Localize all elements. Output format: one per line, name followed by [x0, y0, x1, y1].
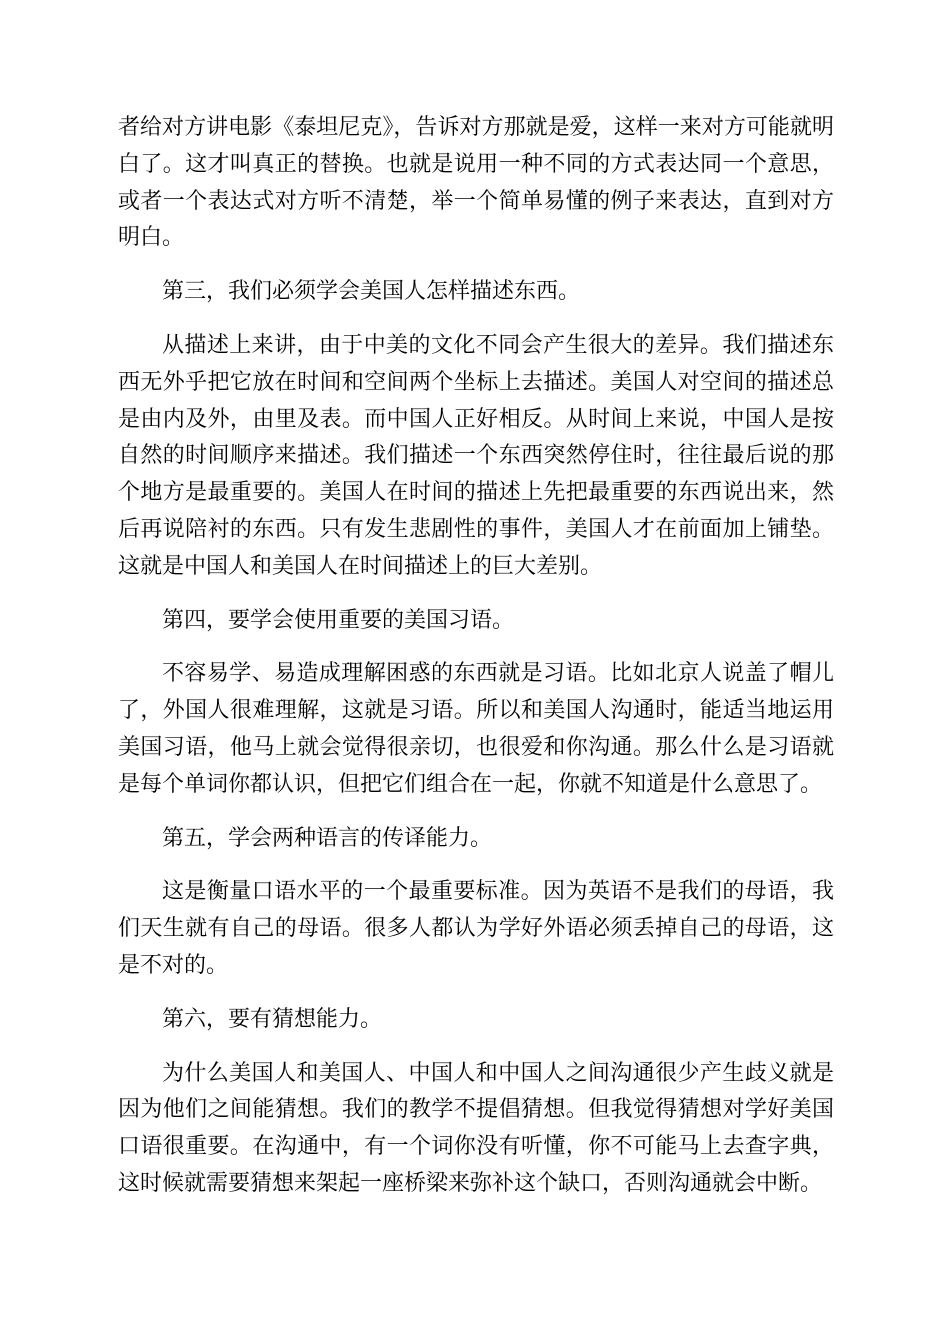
- section-heading-sixth: 第六，要有猜想能力。: [162, 1006, 383, 1032]
- paragraph-idioms: 不容易学、易造成理解困惑的东西就是习语。比如北京人说盖了帽儿了，外国人很难理解，这就是习语。所以和美国人沟通时，能适当地运用美国习语，他马上就会觉得很亲切，也很爱和你沟通。那么什么是习语就是每个单词你都认识，但把它们组合在一起，你就不知道是什么意思了。: [118, 661, 834, 797]
- document-page: [118, 110, 834, 1220]
- section-heading-third: 第三，我们必须学会美国人怎样描述东西。: [162, 279, 581, 305]
- paragraph-description: 从描述上来讲，由于中美的文化不同会产生很大的差异。我们描述东西无外乎把它放在时间和空间两个坐标上去描述。美国人对空间的描述总是由内及外，由里及表。而中国人正好相反。从时间上来说，中国人是按自然的时间顺序来描述。我们描述一个东西突然停住时，往往最后说的那个地方是最重要的。美国人在时间的描述上先把最重要的东西说出来，然后再说陪衬的东西。只有发生悲剧性的事件，美国人才在前面加上铺垫。这就是中国人和美国人在时间描述上的巨大差别。: [118, 332, 834, 579]
- paragraph-interpretation: 这是衡量口语水平的一个最重要标准。因为英语不是我们的母语，我们天生就有自己的母语。很多人都认为学好外语必须丢掉自己的母语，这是不对的。: [118, 879, 834, 978]
- section-heading-fifth: 第五，学会两种语言的传译能力。: [162, 825, 493, 851]
- paragraph-guessing: 为什么美国人和美国人、中国人和中国人之间沟通很少产生歧义就是因为他们之间能猜想。我们的教学不提倡猜想。但我觉得猜想对学好美国口语很重要。在沟通中，有一个词你没有听懂，你不可能马上去查字典，这时候就需要猜想来架起一座桥梁来弥补这个缺口，否则沟通就会中断。: [118, 1060, 834, 1196]
- paragraph-continuation: 者给对方讲电影《泰坦尼克》，告诉对方那就是爱，这样一来对方可能就明白了。这才叫真正的替换。也就是说用一种不同的方式表达同一个意思，或者一个表达式对方听不清楚，举一个简单易懂的例子来表达，直到对方明白。: [118, 115, 834, 251]
- section-heading-fourth: 第四，要学会使用重要的美国习语。: [162, 607, 515, 633]
